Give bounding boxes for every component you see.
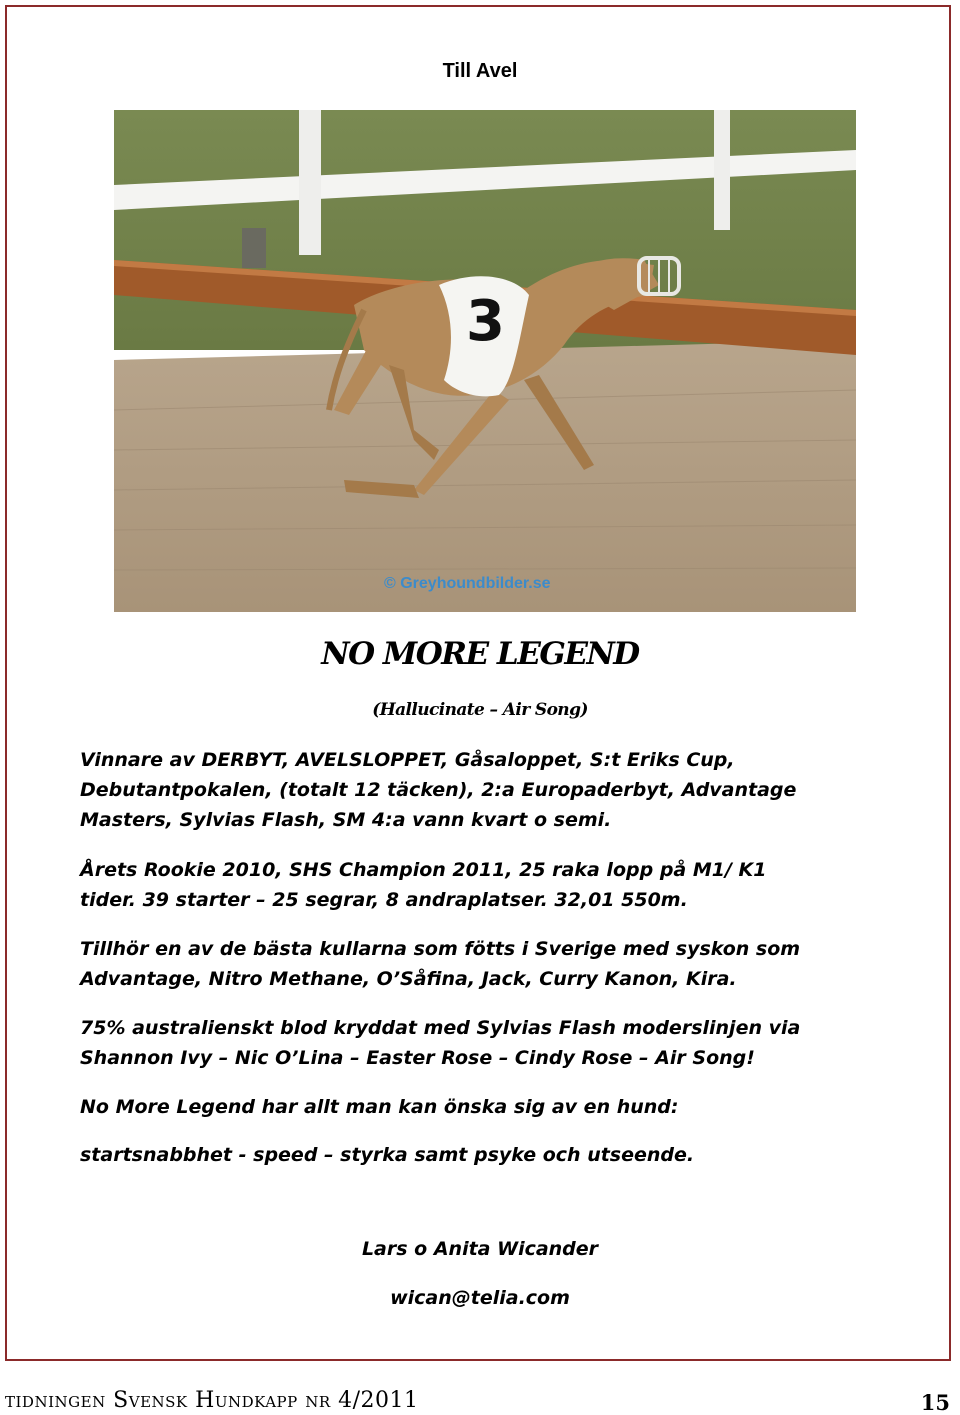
signature: Lars o Anita Wicander	[361, 1238, 599, 1260]
bib-number: 3	[466, 289, 505, 354]
paragraph-line: Årets Rookie 2010, SHS Champion 2011, 25 raka lopp på M1/ K1	[80, 859, 767, 881]
paragraph-wins	[80, 745, 880, 835]
contact-email[interactable]: wican@telia.com	[390, 1287, 570, 1309]
footer-page-number: 15	[920, 1390, 950, 1415]
paragraph-line: 75% australienskt blod kryddat med Sylvias Flash moderslinjen via	[80, 1017, 801, 1039]
pedigree-subtitle: (Hallucinate – Air Song)	[372, 700, 588, 720]
paragraph-litter	[80, 934, 880, 994]
dog-name-title: NO MORE LEGEND	[321, 636, 639, 672]
paragraph-qualities: startsnabbhet - speed – styrka samt psyke och utseende.	[80, 1144, 695, 1166]
paragraph-line: tider. 39 starter – 25 segrar, 8 andraplatser. 32,01 550m.	[80, 889, 688, 911]
paragraph-line: Vinnare av DERBYT, AVELSLOPPET, Gåsaloppet, S:t Eriks Cup,	[80, 749, 735, 771]
paragraph-line: Debutantpokalen, (totalt 12 täcken), 2:a Europaderbyt, Advantage	[80, 779, 797, 801]
paragraph-line: Advantage, Nitro Methane, O’Såfina, Jack, Curry Kanon, Kira.	[80, 968, 737, 990]
photo-watermark: © Greyhoundbilder.se	[384, 575, 551, 592]
footer-publication: tidningen Svensk Hundkapp nr 4/2011	[5, 1388, 419, 1413]
paragraph-summary: No More Legend har allt man kan önska sig av en hund:	[80, 1096, 679, 1118]
paragraph-line: Shannon Ivy – Nic O’Lina – Easter Rose – Cindy Rose – Air Song!	[80, 1047, 755, 1069]
paragraph-line: Tillhör en av de bästa kullarna som fötts i Sverige med syskon som	[80, 938, 801, 960]
greyhound-photo	[114, 110, 856, 612]
paragraph-line: Masters, Sylvias Flash, SM 4:a vann kvart o semi.	[80, 809, 612, 831]
paragraph-bloodline	[80, 1013, 880, 1073]
paragraph-records	[80, 855, 880, 915]
page-header: Till Avel	[442, 60, 518, 82]
